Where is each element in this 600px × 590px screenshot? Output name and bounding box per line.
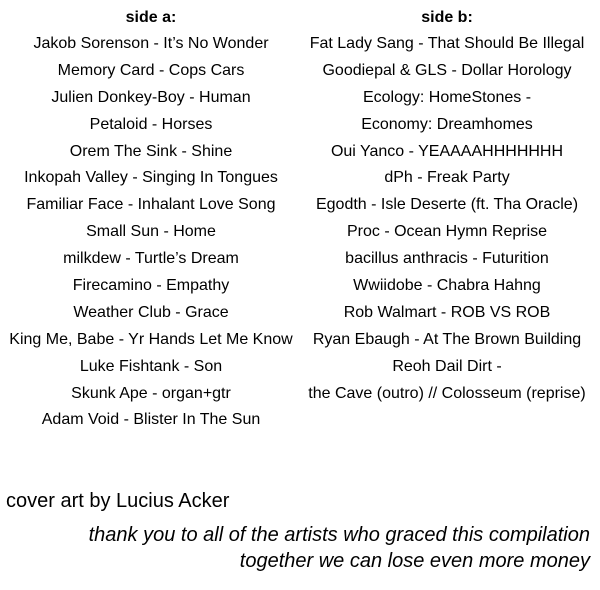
thank-you-line-1: thank you to all of the artists who graced this compilation	[88, 524, 590, 546]
cover-art-credit: cover art by Lucius Acker	[6, 490, 230, 512]
thank-you-line-2: together we can lose even more money	[239, 550, 590, 572]
track-item: Egodth - Isle Deserte (ft. Tha Oracle)	[315, 196, 579, 214]
track-item: milkdew - Turtle’s Dream	[63, 250, 239, 268]
track-item: Goodiepal & GLS - Dollar Horology	[322, 61, 572, 79]
track-item: Petaloid - Horses	[89, 115, 213, 133]
track-item: Economy: Dreamhomes	[361, 115, 533, 133]
track-item: Proc - Ocean Hymn Reprise	[346, 223, 548, 241]
track-item: Luke Fishtank - Son	[79, 357, 223, 375]
track-item: Skunk Ape - organ+gtr	[71, 384, 231, 402]
track-item: Familiar Face - Inhalant Love Song	[26, 196, 276, 214]
track-item: Firecamino - Empathy	[72, 277, 230, 295]
track-item: the Cave (outro) // Colosseum (reprise)	[308, 384, 586, 402]
side-a-column	[0, 5, 302, 434]
track-item: Ryan Ebaugh - At The Brown Building	[312, 330, 582, 348]
side-b-heading: side b:	[421, 9, 473, 26]
track-item: Adam Void - Blister In The Sun	[41, 411, 261, 429]
track-item: Orem The Sink - Shine	[69, 142, 233, 160]
track-item: Memory Card - Cops Cars	[57, 61, 245, 79]
track-item: Rob Walmart - ROB VS ROB	[343, 303, 551, 321]
side-b-column	[302, 5, 592, 407]
track-item: Wwiidobe - Chabra Hahng	[353, 277, 541, 295]
track-item: Julien Donkey-Boy - Human	[51, 88, 251, 106]
track-item: dPh - Freak Party	[384, 169, 510, 187]
track-item: Reoh Dail Dirt -	[392, 357, 502, 375]
track-item: Small Sun - Home	[86, 223, 216, 241]
track-item: Weather Club - Grace	[73, 303, 229, 321]
track-item: Jakob Sorenson - It’s No Wonder	[33, 35, 269, 52]
thank-you-note	[89, 522, 590, 574]
track-item: Inkopah Valley - Singing In Tongues	[24, 169, 278, 187]
track-item: Oui Yanco - YEAAAAHHHHHHH	[330, 142, 564, 160]
track-item: King Me, Babe - Yr Hands Let Me Know	[9, 330, 293, 348]
track-item: Ecology: HomeStones -	[362, 88, 532, 106]
track-item: bacillus anthracis - Futurition	[345, 250, 549, 268]
side-b-tracklist	[302, 31, 592, 407]
track-item: Fat Lady Sang - That Should Be Illegal	[309, 35, 585, 52]
side-a-tracklist	[0, 31, 302, 434]
side-a-heading: side a:	[125, 9, 177, 26]
